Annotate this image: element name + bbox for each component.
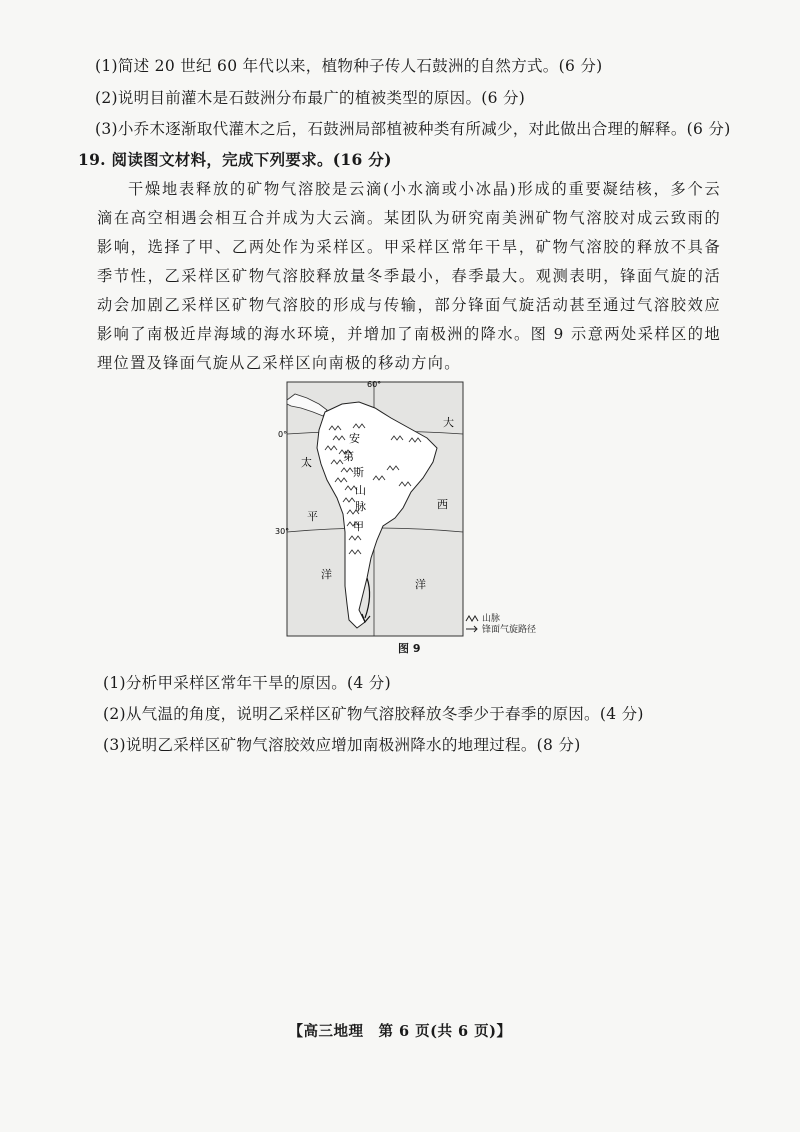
question-18-2: (2)说明目前灌木是石鼓洲分布最广的植被类型的原因。(6 分): [95, 89, 526, 107]
pacific-char-2: 平: [307, 510, 318, 523]
question-19-material: 干燥地表释放的矿物气溶胶是云滴(小水滴或小冰晶)形成的重要凝结核，多个云滴在高空相遇会相互合并成为大云滴。某团队为研究南美洲矿物气溶胶对成云致雨的影响，选择了甲、乙两处作为采样区。甲采样区常年干旱，矿物气溶胶的释放不具备季节性，乙采样区矿物气溶胶释放量冬季最小，春季最大。观测表明，锋面气旋的活动会加剧乙采样区矿物气溶胶的形成与传输，部分锋面气旋活动甚至通过气溶胶效应影响了南极近岸海域的海水环境，并增加了南极洲的降水。图 9 示意两处采样区的地理位置及锋面气旋从乙采样区向南极的移动方向。: [97, 180, 721, 372]
andes-char-2: 第: [343, 450, 354, 463]
arrow-right-icon: [465, 625, 479, 633]
question-19-2: (2)从气温的角度，说明乙采样区矿物气溶胶释放冬季少于春季的原因。(4 分): [103, 705, 644, 723]
andes-char-5: 脉: [355, 500, 366, 513]
figure-9-map: [275, 380, 463, 636]
atlantic-char-1: 大: [443, 416, 454, 429]
south-america-map: [275, 380, 463, 636]
legend-cyclone: [465, 623, 536, 634]
andes-char-3: 斯: [353, 466, 364, 479]
lon-60-label: 60°: [367, 380, 382, 389]
site-jia-label: 甲: [353, 520, 364, 533]
pacific-char-3: 洋: [321, 568, 332, 581]
question-18-1: (1)简述 20 世纪 60 年代以来，植物种子传人石鼓洲的自然方式。(6 分): [95, 57, 603, 75]
atlantic-char-2: 西: [437, 498, 448, 511]
mountain-icon: [465, 614, 479, 622]
pacific-char-1: 太: [301, 456, 312, 469]
atlantic-char-3: 洋: [415, 578, 426, 591]
andes-char-4: 山: [355, 484, 366, 497]
page-footer: 【高三地理 第 6 页(共 6 页)】: [288, 1023, 512, 1040]
andes-char-1: 安: [349, 432, 360, 445]
question-19-header: 19. 阅读图文材料，完成下列要求。(16 分): [78, 150, 392, 169]
question-18-3: (3)小乔木逐渐取代灌木之后，石鼓洲局部植被种类有所减少，对此做出合理的解释。(6 分): [95, 120, 731, 138]
lat-30-label: 30°: [275, 527, 290, 536]
map-legend: [465, 612, 536, 634]
legend-cyclone-label: 锋面气旋路径: [482, 625, 537, 635]
question-19-3: (3)说明乙采样区矿物气溶胶效应增加南极洲降水的地理过程。(8 分): [103, 736, 581, 754]
figure-caption: 图 9: [398, 642, 421, 655]
legend-mountains-label: 山脉: [482, 614, 501, 624]
question-19-1: (1)分析甲采样区常年干旱的原因。(4 分): [103, 674, 391, 692]
lat-0-label: 0°: [278, 430, 288, 439]
